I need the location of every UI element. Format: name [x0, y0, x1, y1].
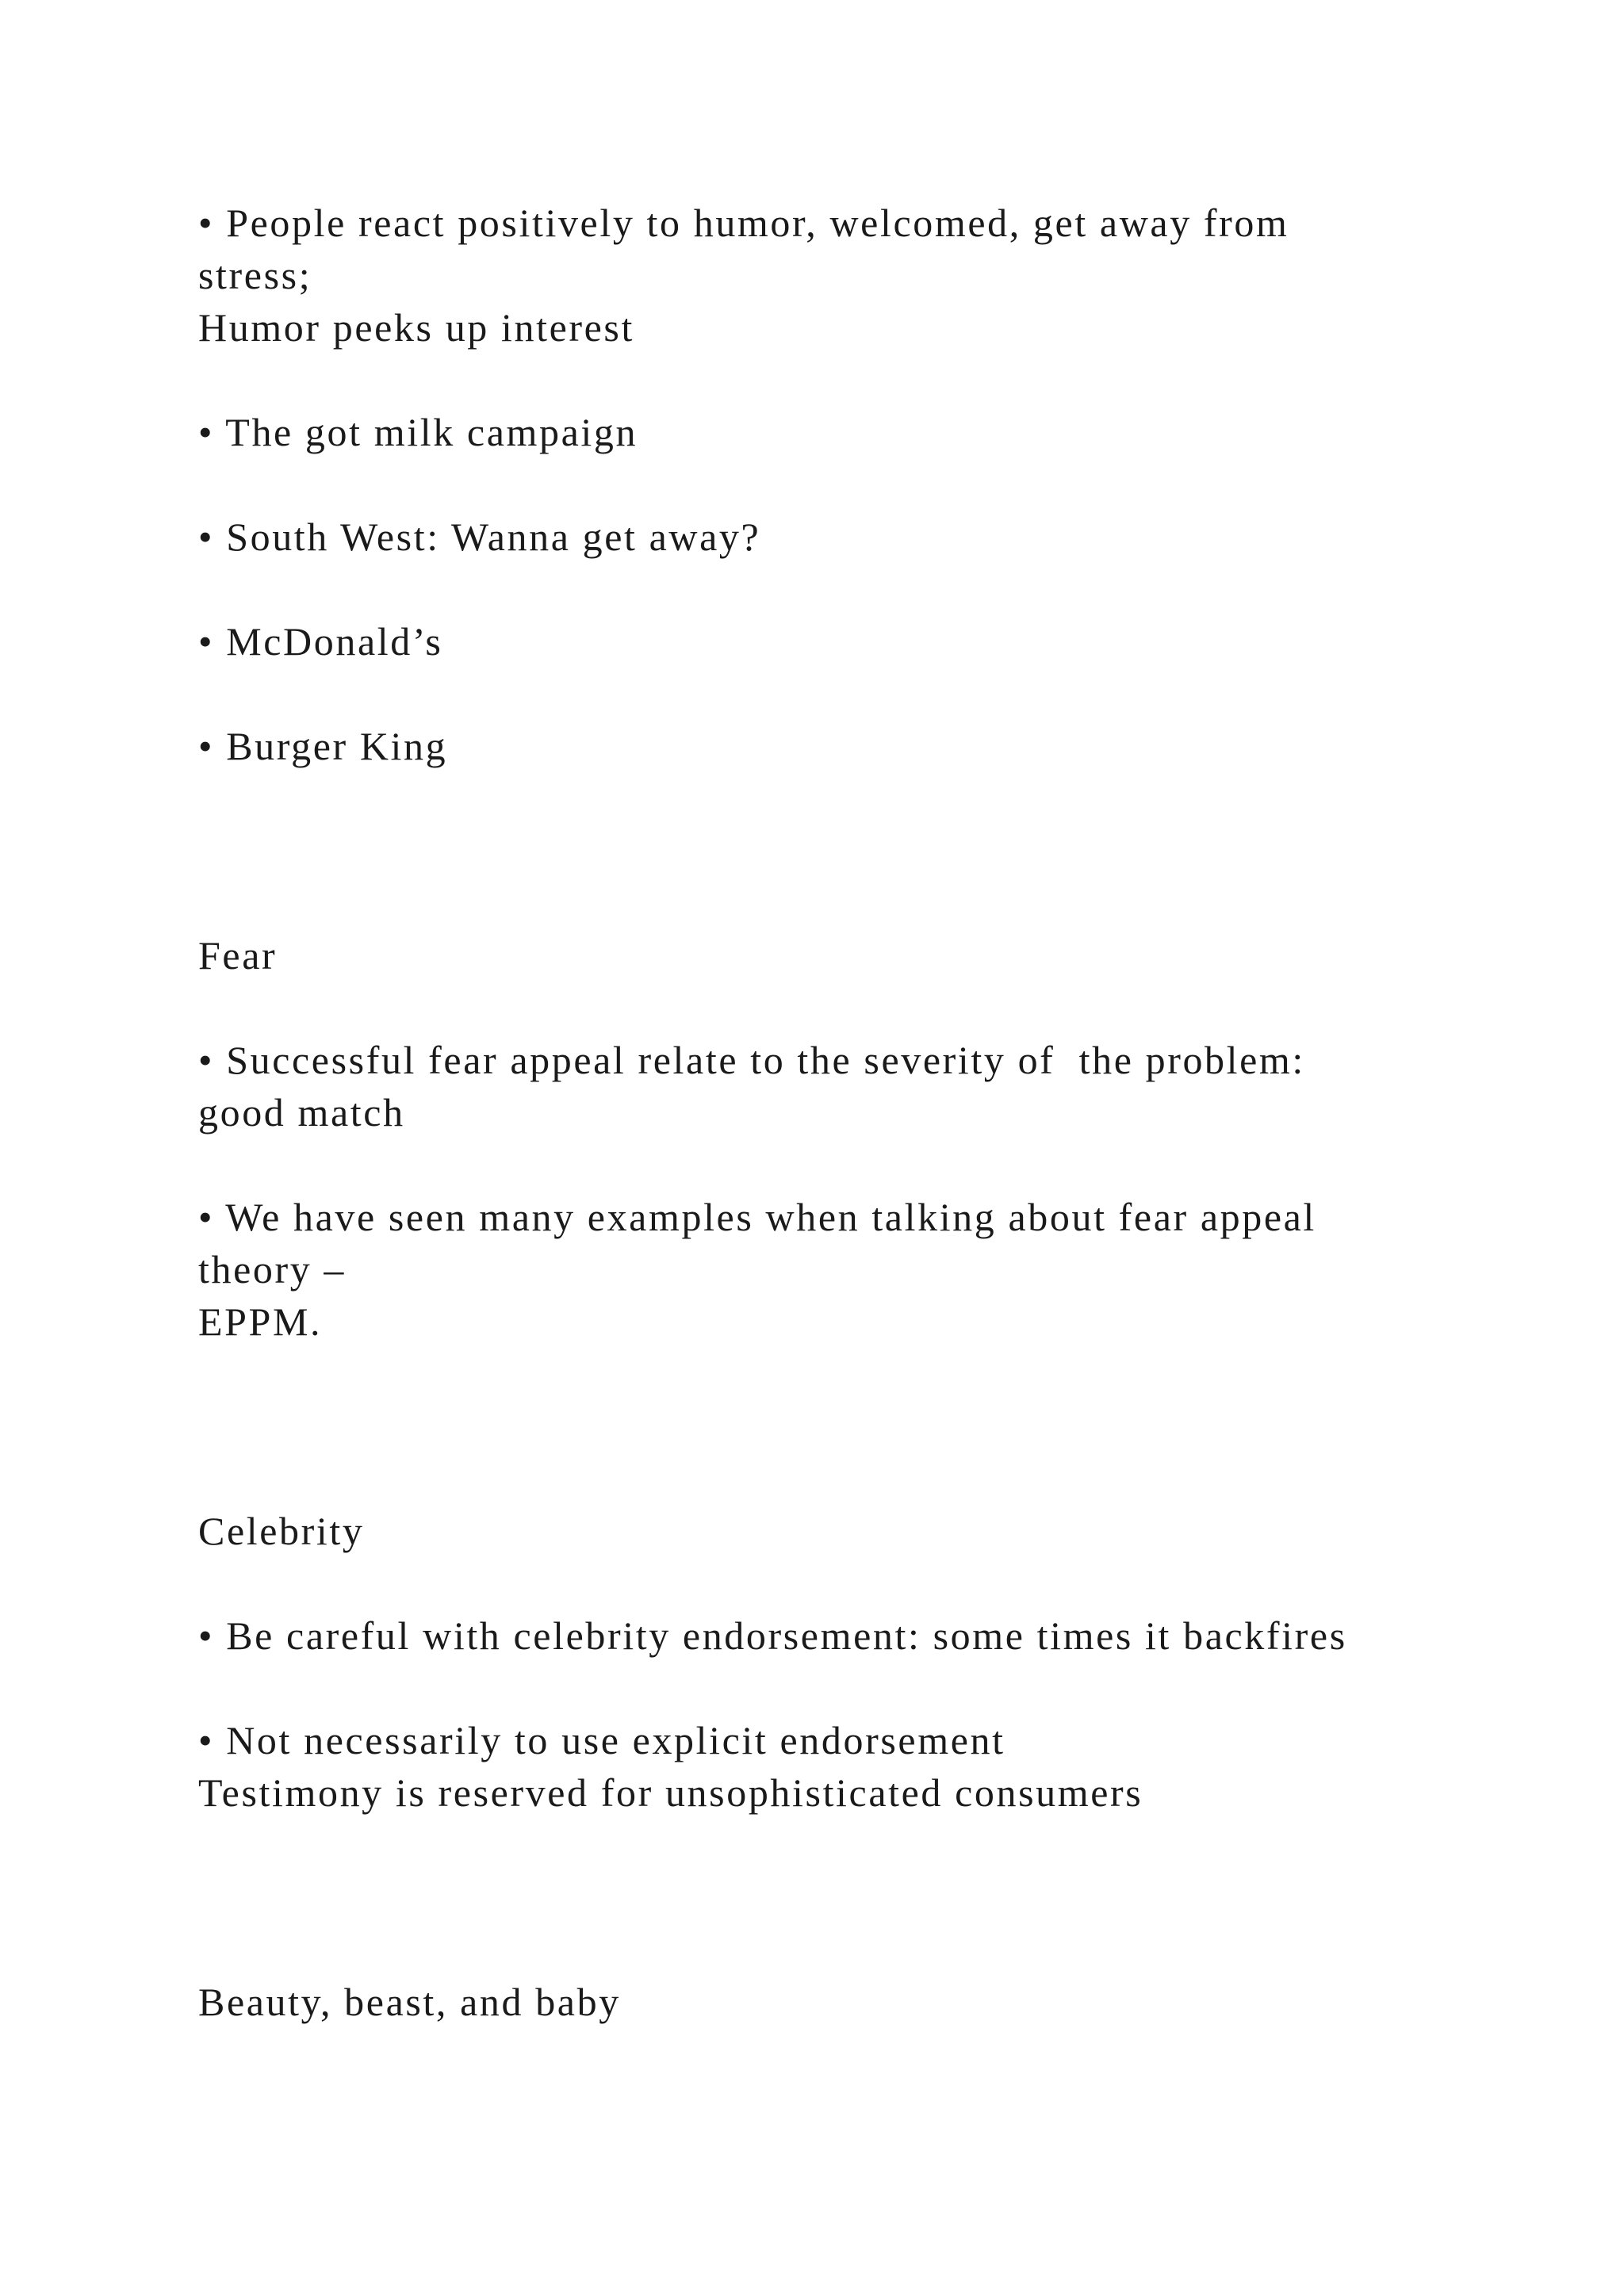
humor-bullet-burger-king: • Burger King — [198, 724, 448, 768]
beauty-heading: Beauty, beast, and baby — [198, 1980, 621, 2024]
celebrity-bullet-explicit: • Not necessarily to use explicit endorsement — [198, 1718, 1005, 1762]
humor-bullet-got-milk: • The got milk campaign — [198, 410, 638, 454]
celebrity-testimony-line: Testimony is reserved for unsophisticated consumers — [198, 1770, 1143, 1815]
celebrity-bullet-careful: • Be careful with celebrity endorsement: some times it backfires — [198, 1613, 1347, 1658]
humor-bullet-reaction: • People react positively to humor, welcomed, get away from — [198, 201, 1289, 245]
fear-bullet-examples: • We have seen many examples when talking about fear appeal — [198, 1195, 1316, 1239]
fear-bullet-severity-cont: good match — [198, 1090, 405, 1135]
fear-bullet-severity: • Successful fear appeal relate to the severity of the problem: — [198, 1038, 1305, 1082]
celebrity-heading: Celebrity — [198, 1509, 365, 1553]
fear-eppm-line: EPPM. — [198, 1299, 323, 1344]
humor-interest-line: Humor peeks up interest — [198, 305, 634, 350]
humor-bullet-south-west: • South West: Wanna get away? — [198, 515, 761, 559]
humor-bullet-reaction-cont: stress; — [198, 253, 312, 297]
humor-bullet-mcdonalds: • McDonald’s — [198, 619, 443, 664]
fear-heading: Fear — [198, 933, 278, 978]
fear-bullet-examples-cont: theory – — [198, 1247, 347, 1292]
